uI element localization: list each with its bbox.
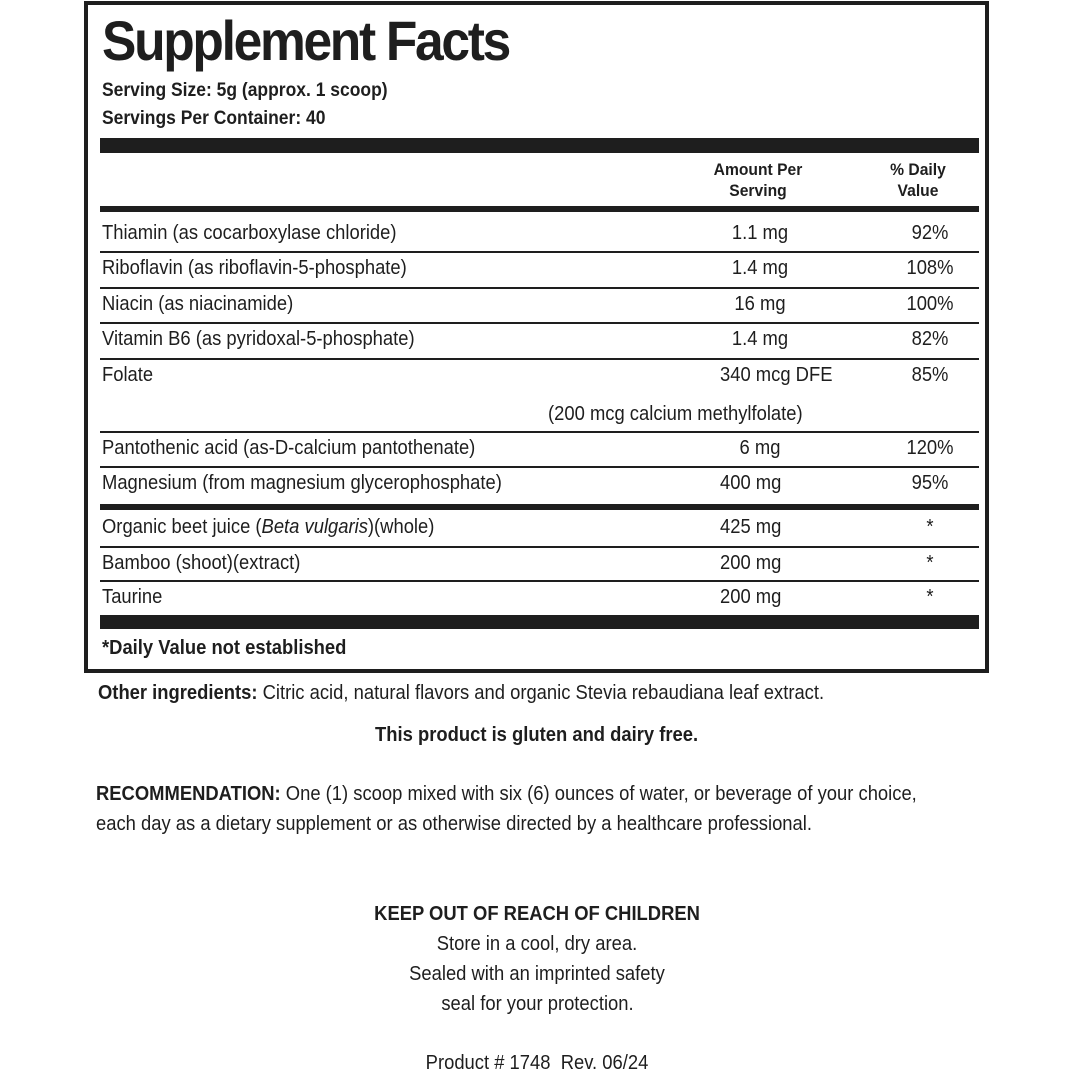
supplement-facts-panel <box>84 1 989 673</box>
allergen-statement: This product is gluten and dairy free. <box>375 724 699 746</box>
thick-rule-bottom <box>100 615 979 629</box>
daily-value-footnote: *Daily Value not established <box>102 637 347 659</box>
warning-heading: KEEP OUT OF REACH OF CHILDREN <box>374 903 700 925</box>
column-header-daily-value: % Daily Value <box>890 160 946 200</box>
nutrient-row-niacin: Niacin (as niacinamide) 16 mg 100% <box>102 293 954 315</box>
recommendation <box>96 779 942 839</box>
nutrient-row-magnesium: Magnesium (from magnesium glycerophosphate) 400 mg 95% <box>102 472 949 494</box>
recommendation-text: One (1) scoop mixed with six (6) ounces of water, or beverage of your choice, each day as a dietary supplement or as otherwise directed by a healthcare professional. <box>96 783 917 835</box>
column-header-amount: Amount Per Serving <box>713 160 803 200</box>
ingredient-row-taurine: Taurine 200 mg * <box>102 586 934 608</box>
nutrient-row-riboflavin: Riboflavin (as riboflavin-5-phosphate) 1.4 mg 108% <box>102 257 954 279</box>
recommendation-label: RECOMMENDATION: <box>96 783 281 805</box>
ingredient-row-beet-juice: Organic beet juice (Beta vulgaris)(whole) 425 mg * <box>102 516 934 538</box>
ingredient-row-bamboo: Bamboo (shoot)(extract) 200 mg * <box>102 552 934 574</box>
servings-per-container: Servings Per Container: 40 <box>102 108 326 129</box>
nutrient-row-pantothenic-acid: Pantothenic acid (as-D-calcium pantothenate) 6 mg 120% <box>102 437 954 459</box>
folate-sub-note: (200 mcg calcium methylfolate) <box>548 403 803 425</box>
panel-title: Supplement Facts <box>102 9 509 72</box>
nutrient-row-thiamin: Thiamin (as cocarboxylase chloride) 1.1 mg 92% <box>102 222 949 244</box>
product-info: Product # 1748 Rev. 06/24 <box>425 1052 649 1074</box>
warnings-block <box>0 899 1074 1019</box>
nutrient-row-folate: Folate 340 mcg DFE 85% <box>102 364 949 386</box>
storage-instruction: Store in a cool, dry area. <box>436 933 638 955</box>
thick-rule-top <box>100 138 979 153</box>
seal-note-line2: seal for your protection. <box>440 993 634 1015</box>
other-ingredients-text: Citric acid, natural flavors and organic Stevia rebaudiana leaf extract. <box>257 682 825 704</box>
header-rule <box>100 206 979 212</box>
other-ingredients <box>98 678 824 708</box>
other-ingredients-label: Other ingredients: <box>98 682 258 704</box>
seal-note-line1: Sealed with an imprinted safety <box>409 963 665 985</box>
serving-size: Serving Size: 5g (approx. 1 scoop) <box>102 80 388 101</box>
nutrient-row-vitamin-b6: Vitamin B6 (as pyridoxal-5-phosphate) 1.4 mg 82% <box>102 328 949 350</box>
